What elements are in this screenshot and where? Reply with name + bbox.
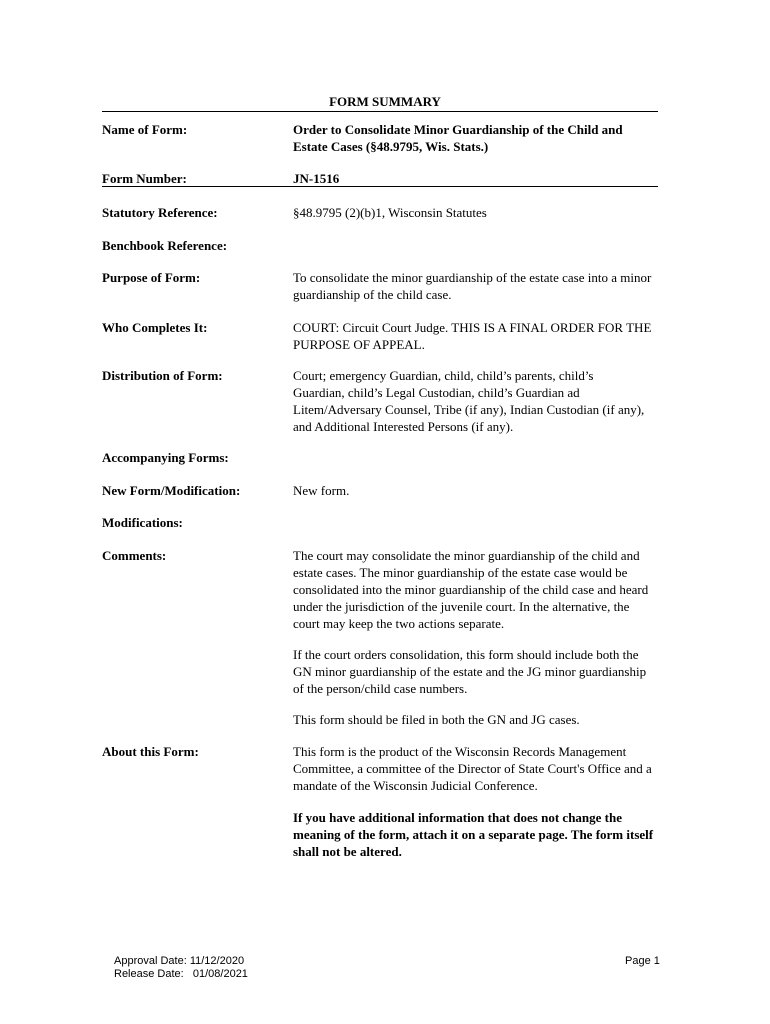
about-label: About this Form: — [102, 744, 199, 759]
form-number-value: JN-1516 — [293, 171, 340, 186]
page-number: Page 1 — [625, 955, 660, 967]
modifications-label: Modifications: — [102, 515, 183, 530]
benchbook-reference-label: Benchbook Reference: — [102, 238, 228, 253]
name-of-form-value: Order to Consolidate Minor Guardianship of the Child and Estate Cases (§48.9795, Wis. Stats.) — [293, 122, 623, 154]
statutory-reference-label: Statutory Reference: — [102, 205, 218, 220]
approval-date: Approval Date: 11/12/2020 — [114, 955, 245, 967]
distribution-label: Distribution of Form: — [102, 368, 223, 383]
who-completes-label: Who Completes It: — [102, 320, 208, 335]
distribution-value: Court; emergency Guardian, child, child’s parents, child’s Guardian, child’s Legal Custodian, child’s Guardian ad Litem/Adversary Counsel, Tribe (if any), Indian Custodian (if any), and Additional Interested Persons (if any). — [293, 368, 645, 434]
purpose-label: Purpose of Form: — [102, 270, 201, 285]
page-title: FORM SUMMARY — [329, 94, 441, 109]
form-number-label: Form Number: — [102, 171, 187, 186]
comments-paragraph-1: The court may consolidate the minor guardianship of the child and estate cases. The minor guardianship of the estate case would be consolidated into the minor guardianship of the child case and heard under the jurisdiction of the juvenile court. In the alternative, the court may keep the two actions separate. — [293, 548, 649, 631]
new-form-modification-label: New Form/Modification: — [102, 483, 241, 498]
accompanying-forms-label: Accompanying Forms: — [102, 450, 229, 465]
comments-paragraph-2: If the court orders consolidation, this form should include both the GN minor guardianship of the estate and the JG minor guardianship of the person/child case numbers. — [293, 647, 647, 696]
about-notice: If you have additional information that does not change the meaning of the form, attach it on a separate page. The form itself shall not be altered. — [293, 810, 654, 859]
statutory-reference-value: §48.9795 (2)(b)1, Wisconsin Statutes — [293, 205, 487, 220]
purpose-value: To consolidate the minor guardianship of the estate case into a minor guardianship of the child case. — [293, 270, 652, 302]
form-number-rule — [102, 186, 658, 187]
about-paragraph: This form is the product of the Wisconsin Records Management Committee, a committee of the Director of State Court's Office and a mandate of the Wisconsin Judicial Conference. — [293, 744, 652, 793]
release-date: Release Date: 01/08/2021 — [114, 968, 248, 980]
new-form-modification-value: New form. — [293, 483, 350, 498]
name-of-form-label: Name of Form: — [102, 122, 188, 137]
comments-paragraph-3: This form should be filed in both the GN and JG cases. — [293, 712, 580, 727]
who-completes-value: COURT: Circuit Court Judge. THIS IS A FINAL ORDER FOR THE PURPOSE OF APPEAL. — [293, 320, 652, 352]
title-rule — [102, 111, 658, 112]
comments-label: Comments: — [102, 548, 167, 563]
